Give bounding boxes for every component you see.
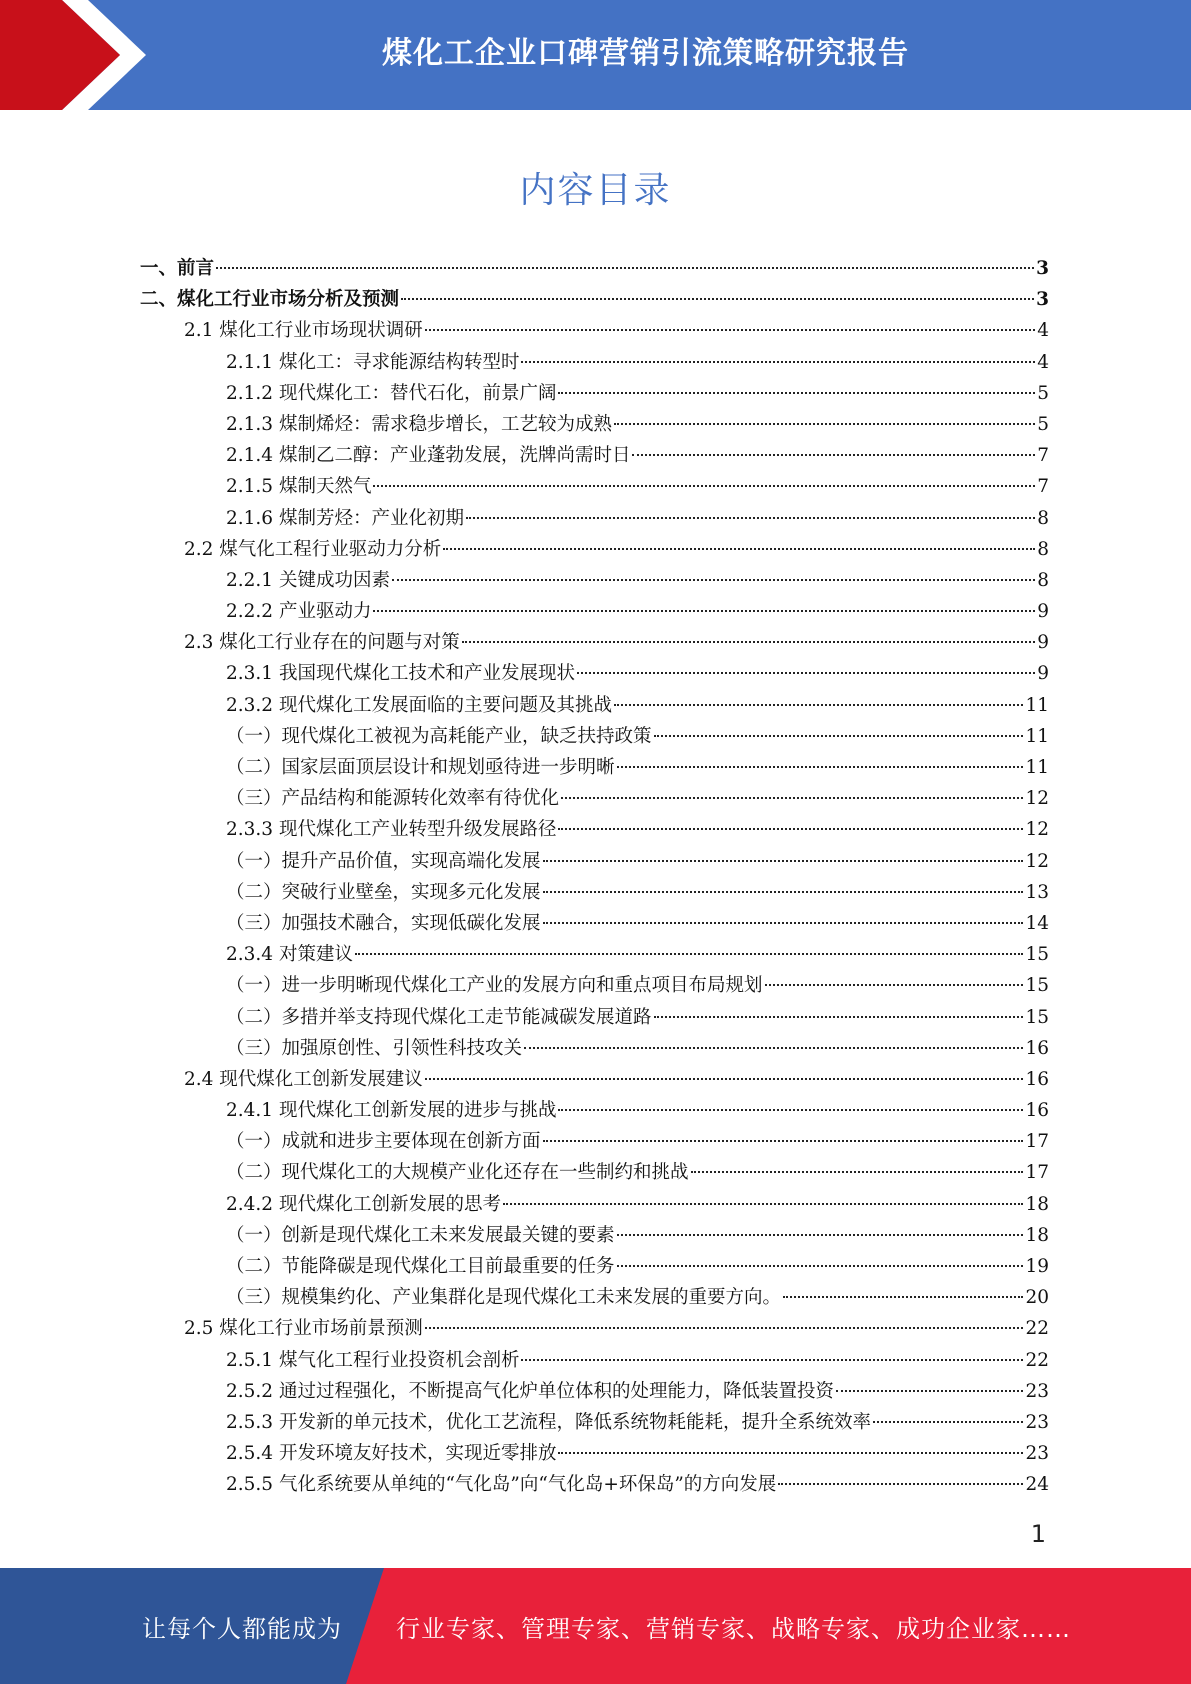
footer-slogan-left: 让每个人都能成为 xyxy=(142,1614,342,1643)
toc-entry-page: 9 xyxy=(1037,632,1049,654)
toc-entry-page: 16 xyxy=(1025,1037,1049,1059)
toc-entry-page: 23 xyxy=(1025,1411,1049,1433)
toc-entry[interactable] xyxy=(140,534,1049,565)
toc-entry-page: 14 xyxy=(1025,912,1049,934)
toc-entry-label: （三）加强技术融合，实现低碳化发展 xyxy=(226,912,541,934)
toc-entry[interactable] xyxy=(140,1407,1049,1438)
toc-entry-label: （二）国家层面顶层设计和规划亟待进一步明晰 xyxy=(226,757,615,778)
toc-entry-label: 2.5.3 开发新的单元技术，优化工艺流程，降低系统物耗能耗，提升全系统效率 xyxy=(226,1411,871,1433)
toc-dot-leader xyxy=(373,610,1035,612)
toc-dot-leader xyxy=(614,704,1023,706)
toc-entry-page: 7 xyxy=(1037,476,1049,498)
toc-entry-page: 11 xyxy=(1025,725,1049,747)
toc-dot-leader xyxy=(654,735,1024,737)
toc-dot-leader xyxy=(617,1265,1024,1267)
toc-entry[interactable] xyxy=(140,814,1049,845)
toc-entry-page: 17 xyxy=(1025,1131,1049,1153)
toc-entry-label: （一）成就和进步主要体现在创新方面 xyxy=(226,1131,541,1153)
toc-dot-leader xyxy=(443,548,1035,550)
toc-dot-leader xyxy=(355,953,1024,955)
toc-entry[interactable] xyxy=(140,1064,1049,1095)
toc-dot-leader xyxy=(558,828,1023,830)
toc-dot-leader xyxy=(392,579,1035,581)
page-footer xyxy=(0,1568,1191,1684)
toc-entry-label: 2.1.2 现代煤化工：替代石化，前景广阔 xyxy=(226,382,557,404)
toc-entry[interactable] xyxy=(140,1251,1049,1282)
toc-entry-label: 2.2 煤气化工程行业驱动力分析 xyxy=(184,538,442,560)
toc-dot-leader xyxy=(778,1483,1023,1485)
toc-entry-label: （二）现代煤化工的大规模产业化还存在一些制约和挑战 xyxy=(226,1162,689,1184)
toc-entry[interactable] xyxy=(140,846,1049,877)
toc-entry-label: （二）多措并举支持现代煤化工走节能减碳发展道路 xyxy=(226,1006,652,1028)
toc-entry-label: 2.5.5 气化系统要从单纯的“气化岛”向“气化岛+环保岛”的方向发展 xyxy=(226,1474,777,1496)
toc-entry[interactable] xyxy=(140,1002,1049,1033)
toc-dot-leader xyxy=(558,392,1035,394)
toc-entry-label: 一、前言 xyxy=(140,258,215,279)
toc-title: 内容目录 xyxy=(519,170,672,211)
toc-entry[interactable] xyxy=(140,1282,1049,1313)
toc-dot-leader xyxy=(558,1452,1023,1454)
toc-entry-page: 18 xyxy=(1025,1224,1049,1246)
page-header xyxy=(0,0,1191,110)
toc-entry[interactable] xyxy=(140,378,1049,409)
toc-entry[interactable] xyxy=(140,409,1049,440)
toc-entry-label: 2.1.3 煤制烯烃：需求稳步增长，工艺较为成熟 xyxy=(226,413,612,435)
toc-entry[interactable] xyxy=(140,1095,1049,1126)
toc-entry-label: 2.3.2 现代煤化工发展面临的主要问题及其挑战 xyxy=(226,694,612,716)
toc-dot-leader xyxy=(521,361,1035,363)
toc-dot-leader xyxy=(524,1047,1023,1049)
toc-dot-leader xyxy=(543,1140,1024,1142)
toc-entry-page: 4 xyxy=(1037,320,1049,342)
toc-entry-label: 2.1.4 煤制乙二醇：产业蓬勃发展，洗牌尚需时日 xyxy=(226,445,631,467)
toc-entry-label: 2.1.5 煤制天然气 xyxy=(226,476,372,498)
toc-entry-page: 9 xyxy=(1037,601,1049,623)
toc-entry-page: 11 xyxy=(1025,694,1049,716)
toc-entry-label: 2.4 现代煤化工创新发展建议 xyxy=(184,1068,423,1090)
toc-entry-label: 2.4.1 现代煤化工创新发展的进步与挑战 xyxy=(226,1100,557,1122)
toc-entry-label: 2.1.1 煤化工：寻求能源结构转型时 xyxy=(226,351,520,373)
toc-entry-page: 12 xyxy=(1025,850,1049,872)
toc-dot-leader xyxy=(577,672,1035,674)
toc-entry-label: （一）现代煤化工被视为高耗能产业，缺乏扶持政策 xyxy=(226,725,652,747)
toc-entry-label: 2.3 煤化工行业存在的问题与对策 xyxy=(184,632,460,654)
toc-entry-page: 23 xyxy=(1025,1380,1049,1402)
toc-entry-label: （一）提升产品价值，实现高端化发展 xyxy=(226,850,541,872)
toc-entry-label: 2.2.2 产业驱动力 xyxy=(226,601,372,623)
toc-entry-label: 2.5.1 煤气化工程行业投资机会剖析 xyxy=(226,1349,520,1371)
table-of-contents xyxy=(140,253,1049,1501)
toc-entry[interactable] xyxy=(140,1313,1049,1344)
toc-entry[interactable] xyxy=(140,908,1049,939)
toc-entry[interactable] xyxy=(140,1033,1049,1064)
toc-dot-leader xyxy=(558,1109,1023,1111)
page-number: 1 xyxy=(1030,1520,1046,1548)
toc-entry[interactable] xyxy=(140,752,1049,783)
toc-entry-page: 9 xyxy=(1037,663,1049,685)
toc-dot-leader xyxy=(543,891,1024,893)
toc-entry-label: （二）突破行业壁垒，实现多元化发展 xyxy=(226,881,541,903)
toc-dot-leader xyxy=(561,797,1023,799)
toc-entry[interactable] xyxy=(140,783,1049,814)
toc-dot-leader xyxy=(765,984,1024,986)
toc-entry-page: 11 xyxy=(1025,757,1049,778)
toc-entry-page: 23 xyxy=(1025,1443,1049,1465)
toc-entry[interactable] xyxy=(140,1469,1049,1500)
toc-entry-label: 2.1.6 煤制芳烃：产业化初期 xyxy=(226,507,464,529)
toc-dot-leader xyxy=(632,454,1035,456)
toc-entry-label: （二）节能降碳是现代煤化工目前最重要的任务 xyxy=(226,1256,615,1277)
toc-entry-label: （一）进一步明晰现代煤化工产业的发展方向和重点项目布局规划 xyxy=(226,975,763,997)
toc-entry[interactable] xyxy=(140,1157,1049,1188)
toc-entry-page: 22 xyxy=(1025,1349,1049,1371)
toc-dot-leader xyxy=(503,1203,1023,1205)
toc-entry-label: 2.4.2 现代煤化工创新发展的思考 xyxy=(226,1193,501,1215)
toc-entry[interactable] xyxy=(140,565,1049,596)
toc-entry-label: （三）加强原创性、引领性科技攻关 xyxy=(226,1037,523,1059)
toc-entry[interactable] xyxy=(140,1189,1049,1220)
toc-entry-label: 2.3.3 现代煤化工产业转型升级发展路径 xyxy=(226,819,557,841)
toc-entry[interactable] xyxy=(140,970,1049,1001)
toc-entry-page: 15 xyxy=(1025,975,1049,997)
toc-entry-page: 5 xyxy=(1037,382,1049,404)
toc-entry[interactable] xyxy=(140,471,1049,502)
toc-entry-label: 2.5 煤化工行业市场前景预测 xyxy=(184,1318,423,1340)
toc-entry-page: 16 xyxy=(1025,1100,1049,1122)
toc-entry-page: 19 xyxy=(1025,1256,1049,1277)
toc-entry-page: 16 xyxy=(1025,1068,1049,1090)
toc-entry-page: 12 xyxy=(1025,819,1049,841)
toc-entry-label: （三）规模集约化、产业集群化是现代煤化工未来发展的重要方向。 xyxy=(226,1287,782,1309)
toc-dot-leader xyxy=(425,1078,1024,1080)
toc-dot-leader xyxy=(521,1359,1023,1361)
toc-dot-leader xyxy=(691,1171,1024,1173)
toc-entry-label: 2.1 煤化工行业市场现状调研 xyxy=(184,320,423,342)
toc-dot-leader xyxy=(873,1421,1023,1423)
toc-dot-leader xyxy=(614,423,1035,425)
toc-entry[interactable] xyxy=(140,440,1049,471)
toc-entry-page: 12 xyxy=(1025,788,1049,810)
toc-entry-page: 15 xyxy=(1025,1006,1049,1028)
toc-dot-leader xyxy=(783,1296,1023,1298)
toc-dot-leader xyxy=(462,641,1035,643)
toc-dot-leader xyxy=(836,1390,1023,1392)
toc-dot-leader xyxy=(543,922,1024,924)
toc-entry[interactable] xyxy=(140,690,1049,721)
toc-dot-leader xyxy=(401,298,1034,300)
toc-entry[interactable] xyxy=(140,1376,1049,1407)
toc-entry-page: 7 xyxy=(1037,445,1049,467)
toc-dot-leader xyxy=(654,1016,1024,1018)
toc-entry-page: 3 xyxy=(1036,289,1049,311)
toc-entry-page: 15 xyxy=(1025,944,1049,966)
toc-entry-label: 2.3.1 我国现代煤化工技术和产业发展现状 xyxy=(226,663,575,685)
toc-dot-leader xyxy=(466,517,1035,519)
toc-entry[interactable] xyxy=(140,596,1049,627)
toc-entry-page: 8 xyxy=(1037,538,1049,560)
toc-entry[interactable] xyxy=(140,721,1049,752)
toc-entry-page: 24 xyxy=(1025,1474,1049,1496)
toc-entry[interactable] xyxy=(140,877,1049,908)
toc-entry[interactable] xyxy=(140,1126,1049,1157)
toc-entry[interactable] xyxy=(140,503,1049,534)
toc-entry-page: 5 xyxy=(1037,413,1049,435)
toc-entry-page: 8 xyxy=(1037,507,1049,529)
toc-entry-page: 18 xyxy=(1025,1193,1049,1215)
toc-entry[interactable] xyxy=(140,253,1049,284)
toc-entry-page: 13 xyxy=(1025,881,1049,903)
toc-entry-page: 3 xyxy=(1036,258,1049,279)
toc-dot-leader xyxy=(216,267,1034,269)
toc-entry-label: 2.5.4 开发环境友好技术，实现近零排放 xyxy=(226,1443,557,1465)
toc-entry-page: 8 xyxy=(1037,569,1049,591)
toc-entry[interactable] xyxy=(140,658,1049,689)
toc-entry-page: 17 xyxy=(1025,1162,1049,1184)
toc-entry-label: （三）产品结构和能源转化效率有待优化 xyxy=(226,788,560,810)
toc-entry-label: 2.3.4 对策建议 xyxy=(226,944,353,966)
toc-entry[interactable] xyxy=(140,939,1049,970)
footer-slogan-right: 行业专家、管理专家、营销专家、战略专家、成功企业家…… xyxy=(396,1614,1071,1643)
toc-dot-leader xyxy=(425,1327,1024,1329)
toc-entry-label: 2.2.1 关键成功因素 xyxy=(226,569,390,591)
toc-entry[interactable] xyxy=(140,315,1049,346)
toc-dot-leader xyxy=(425,329,1035,331)
toc-entry[interactable] xyxy=(140,1345,1049,1376)
toc-entry-page: 4 xyxy=(1037,351,1049,373)
toc-entry-page: 22 xyxy=(1025,1318,1049,1340)
toc-dot-leader xyxy=(617,1234,1024,1236)
toc-entry-label: （一）创新是现代煤化工未来发展最关键的要素 xyxy=(226,1224,615,1246)
toc-entry[interactable] xyxy=(140,347,1049,378)
toc-entry-label: 2.5.2 通过过程强化，不断提高气化炉单位体积的处理能力，降低装置投资 xyxy=(226,1380,834,1402)
header-title: 煤化工企业口碑营销引流策略研究报告 xyxy=(382,36,909,71)
toc-entry[interactable] xyxy=(140,284,1049,315)
toc-entry-label: 二、煤化工行业市场分析及预测 xyxy=(140,289,400,311)
toc-dot-leader xyxy=(543,860,1024,862)
toc-entry-page: 20 xyxy=(1025,1287,1049,1309)
toc-entry[interactable] xyxy=(140,1438,1049,1469)
toc-entry[interactable] xyxy=(140,1220,1049,1251)
toc-entry[interactable] xyxy=(140,627,1049,658)
toc-dot-leader xyxy=(617,766,1024,768)
toc-dot-leader xyxy=(373,485,1035,487)
